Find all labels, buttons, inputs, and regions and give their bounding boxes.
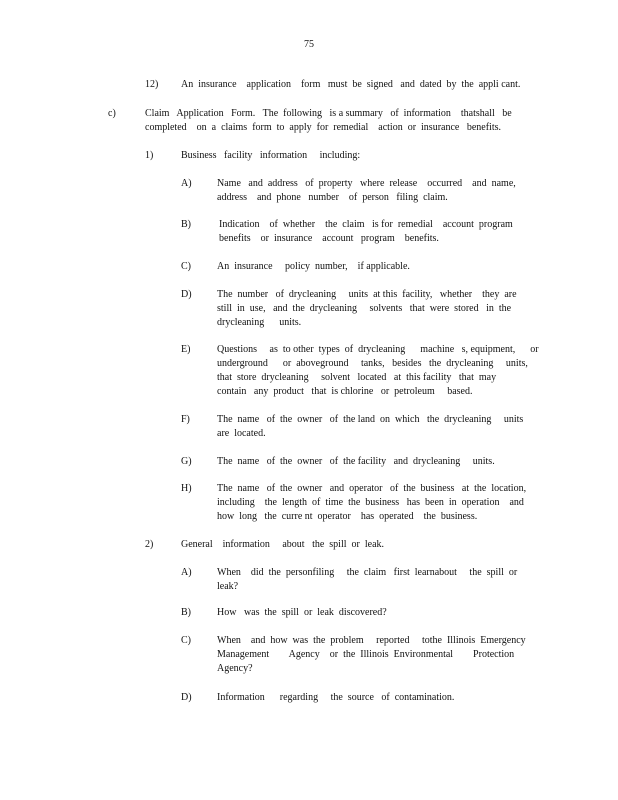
item-label: D): [181, 692, 192, 703]
item-text: [217, 566, 517, 594]
item-text: [219, 218, 513, 246]
text-line: The name of the owner of the land on which the drycleaning units: [217, 414, 524, 425]
text-line: Business facility information including:: [181, 150, 361, 161]
text-line: are located.: [217, 428, 266, 439]
text-line: Questions as to other types of drycleaning machine s, equipment, or: [217, 344, 539, 355]
item-text: [217, 634, 526, 676]
text-line: completed on a claims form to apply for remedial action or insurance benefits.: [145, 122, 502, 133]
item-text: [217, 455, 495, 469]
item-label: F): [181, 414, 190, 425]
item-text: [217, 260, 410, 274]
section-text: [145, 107, 512, 135]
item-label: C): [181, 261, 191, 272]
text-line: benefits or insurance account program benefits.: [219, 233, 439, 244]
text-line: Indication of whether the claim is for remedial account program: [219, 219, 513, 230]
item-text: [181, 149, 360, 163]
text-line: The name of the owner and operator of the business at the location,: [217, 483, 527, 494]
text-line: still in use, and the drycleaning solvents that were stored in the: [217, 303, 512, 314]
text-line: including the length of time the business has been in operation and: [217, 497, 524, 508]
item-label: D): [181, 289, 192, 300]
item-text: [217, 288, 517, 330]
item-text: [217, 177, 516, 205]
text-line: that store drycleaning solvent located at this facility that may: [217, 372, 497, 383]
text-line: How was the spill or leak discovered?: [217, 607, 387, 618]
page-number: 75: [304, 39, 314, 50]
item-text: [217, 413, 523, 441]
item-label: 2): [145, 539, 154, 550]
item-label: A): [181, 178, 192, 189]
text-line: Name and address of property where release occurred and name,: [217, 178, 516, 189]
text-line: An insurance application form must be signed and dated by the appli cant.: [181, 79, 521, 90]
text-line: underground or aboveground tanks, besides the drycleaning units,: [217, 358, 528, 369]
item-label: B): [181, 607, 191, 618]
text-line: When did the personfiling the claim first learnabout the spill or: [217, 567, 518, 578]
text-line: When and how was the problem reported tothe Illinois Emergency: [217, 635, 526, 646]
text-line: General information about the spill or leak.: [181, 539, 385, 550]
item-label: H): [181, 483, 192, 494]
text-line: drycleaning units.: [217, 317, 302, 328]
item-text: [181, 538, 384, 552]
text-line: An insurance policy number, if applicable.: [217, 261, 410, 272]
text-line: leak?: [217, 581, 239, 592]
item-label: G): [181, 456, 192, 467]
text-line: Agency?: [217, 663, 253, 674]
item-label: A): [181, 567, 192, 578]
item-text: [217, 482, 526, 524]
text-line: The number of drycleaning units at this facility, whether they are: [217, 289, 517, 300]
item-text: [217, 606, 387, 620]
item-label: E): [181, 344, 191, 355]
item-text: [217, 691, 454, 705]
text-line: Management Agency or the Illinois Environmental Protection: [217, 649, 515, 660]
item-label: 1): [145, 150, 154, 161]
text-line: contain any product that is chlorine or petroleum based.: [217, 386, 473, 397]
item-text: [181, 78, 520, 92]
text-line: how long the curre nt operator has operated the business.: [217, 511, 478, 522]
section-label: c): [108, 108, 116, 119]
text-line: Claim Application Form. The following is a summary of information thatshall be: [145, 108, 512, 119]
item-label: C): [181, 635, 191, 646]
text-line: address and phone number of person filing claim.: [217, 192, 448, 203]
item-text: [217, 343, 539, 399]
item-label: B): [181, 219, 191, 230]
text-line: The name of the owner of the facility and drycleaning units.: [217, 456, 495, 467]
text-line: Information regarding the source of contamination.: [217, 692, 455, 703]
item-label: 12): [145, 79, 159, 90]
